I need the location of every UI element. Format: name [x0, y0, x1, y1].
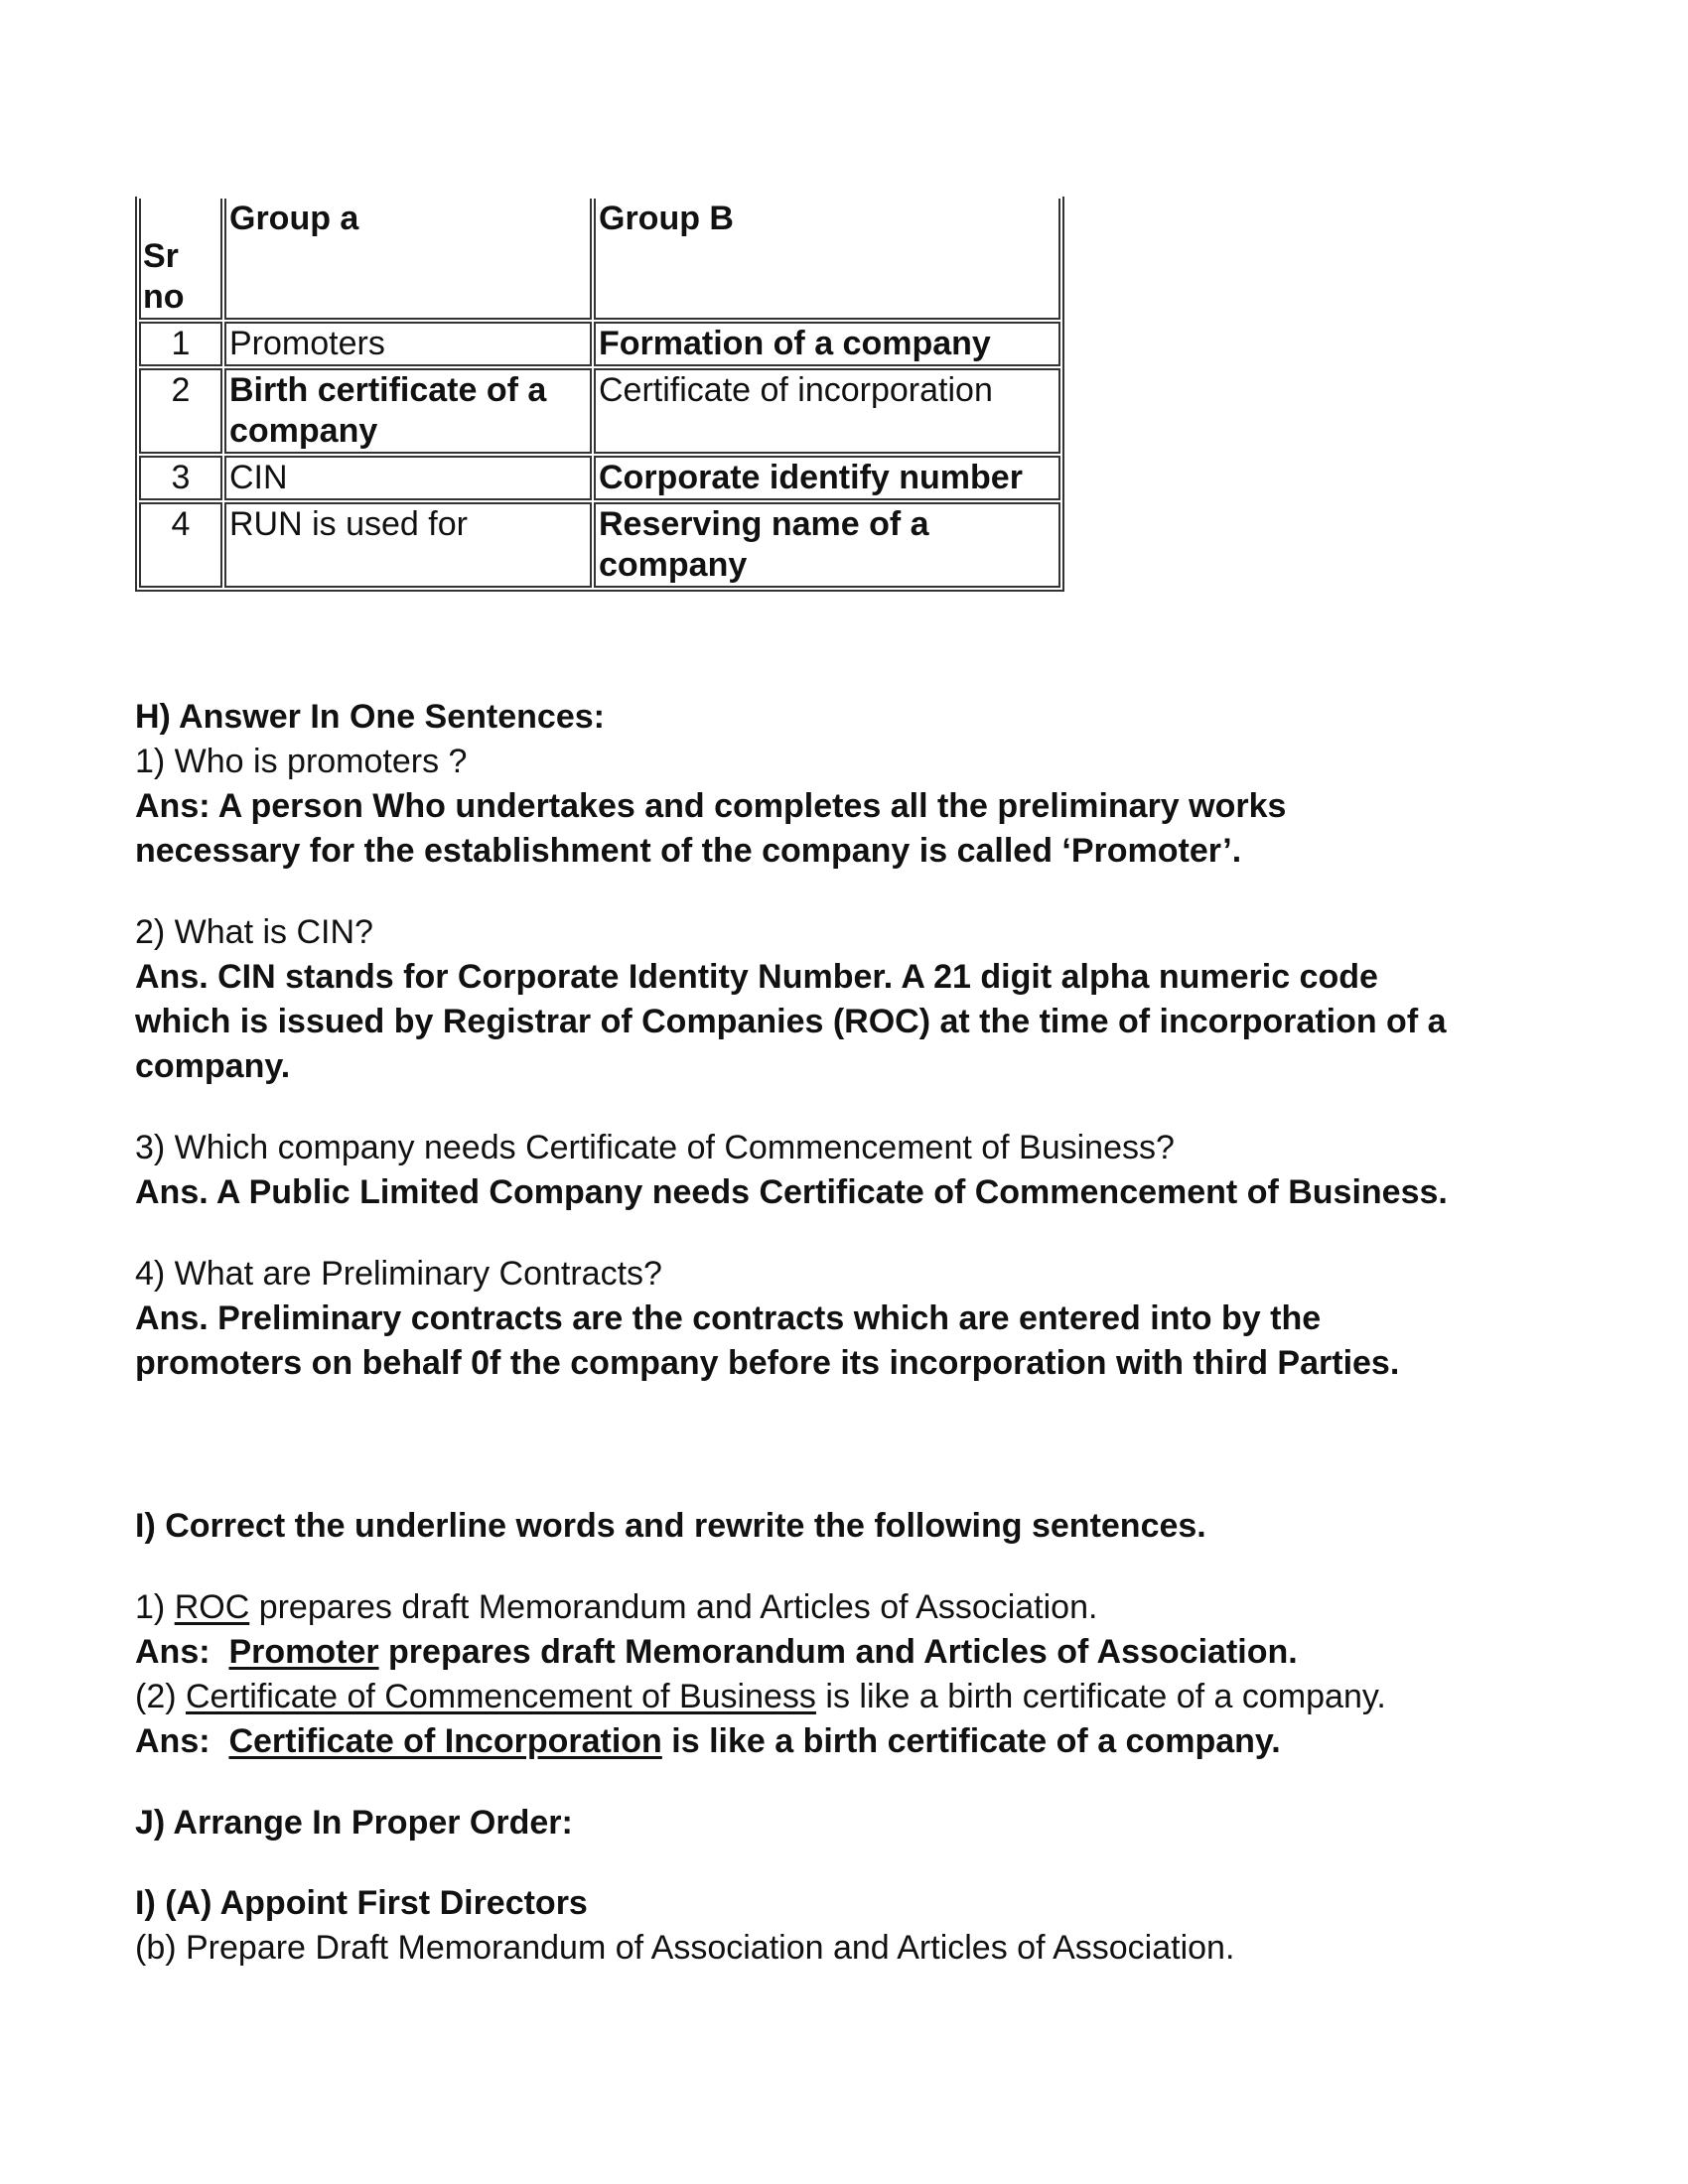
cell-sr: 2 — [139, 368, 222, 454]
answer-2-line-2: which is issued by Registrar of Companies (ROC) at the time of incorporation of a — [135, 1003, 1447, 1040]
corrected-1 — [135, 1630, 1298, 1674]
table-row — [139, 456, 1060, 500]
cell-group-a: RUN is used for — [224, 502, 592, 588]
sentence-1 — [135, 1585, 1097, 1629]
cell-group-b: Reserving name of a company — [594, 502, 1060, 588]
corrected-2-rest: is like a birth certificate of a company. — [661, 1722, 1281, 1760]
question-1: 1) Who is promoters ? — [135, 743, 468, 780]
answer-4-line-1: Ans. Preliminary contracts are the contracts which are entered into by the — [135, 1299, 1322, 1337]
sentence-1-prefix: 1) — [135, 1588, 175, 1626]
question-2: 2) What is CIN? — [135, 913, 373, 951]
cell-sr: 1 — [139, 322, 222, 366]
cell-sr: 4 — [139, 502, 222, 588]
cell-group-a: Birth certificate of a company — [224, 368, 592, 454]
sentence-2-prefix: (2) — [135, 1678, 186, 1715]
corrected-1-prefix: Ans: — [135, 1633, 229, 1671]
sentence-1-rest: prepares draft Memorandum and Articles of Association. — [249, 1588, 1098, 1626]
cell-sr: 3 — [139, 456, 222, 500]
header-group-a: Group a — [224, 199, 592, 320]
question-3: 3) Which company needs Certificate of Commencement of Business? — [135, 1129, 1175, 1166]
cell-group-b: Corporate identify number — [594, 456, 1060, 500]
table-row — [139, 322, 1060, 366]
answer-4-line-2: promoters on behalf 0f the company before its incorporation with third Parties. — [135, 1344, 1400, 1382]
answer-3: Ans. A Public Limited Company needs Certificate of Commencement of Business. — [135, 1173, 1448, 1211]
sentence-2 — [135, 1675, 1386, 1718]
table-row — [139, 502, 1060, 588]
match-table — [135, 197, 1064, 592]
cell-group-b: Certificate of incorporation — [594, 368, 1060, 454]
question-4: 4) What are Preliminary Contracts? — [135, 1255, 662, 1293]
section-j-heading: J) Arrange In Proper Order: — [135, 1804, 573, 1842]
table-row — [139, 368, 1060, 454]
section-h-heading: H) Answer In One Sentences: — [135, 698, 605, 736]
section-i-heading: I) Correct the underline words and rewrite the following sentences. — [135, 1507, 1206, 1545]
cell-group-b: Formation of a company — [594, 322, 1060, 366]
sentence-2-rest: is like a birth certificate of a company. — [815, 1678, 1386, 1715]
order-item-a: I) (A) Appoint First Directors — [135, 1884, 588, 1922]
order-item-b: (b) Prepare Draft Memorandum of Association and Articles of Association. — [135, 1929, 1235, 1967]
corrected-1-underlined: Promoter — [228, 1633, 379, 1671]
answer-1-line-2: necessary for the establishment of the company is called ‘Promoter’. — [135, 832, 1242, 870]
sentence-2-underlined: Certificate of Commencement of Business — [186, 1678, 816, 1715]
answer-1-line-1: Ans: A person Who undertakes and completes all the preliminary works — [135, 787, 1287, 825]
header-group-b: Group B — [594, 199, 1060, 320]
corrected-2-prefix: Ans: — [135, 1722, 229, 1760]
table-header-row — [139, 199, 1060, 320]
cell-group-a: Promoters — [224, 322, 592, 366]
cell-group-a: CIN — [224, 456, 592, 500]
sentence-1-underlined: ROC — [174, 1588, 250, 1626]
answer-2-line-3: company. — [135, 1047, 291, 1085]
answer-2-line-1: Ans. CIN stands for Corporate Identity Number. A 21 digit alpha numeric code — [135, 958, 1378, 996]
corrected-1-rest: prepares draft Memorandum and Articles of Association. — [378, 1633, 1298, 1671]
corrected-2-underlined: Certificate of Incorporation — [228, 1722, 662, 1760]
header-sr-no: Sr no — [139, 199, 222, 320]
corrected-2 — [135, 1719, 1281, 1763]
